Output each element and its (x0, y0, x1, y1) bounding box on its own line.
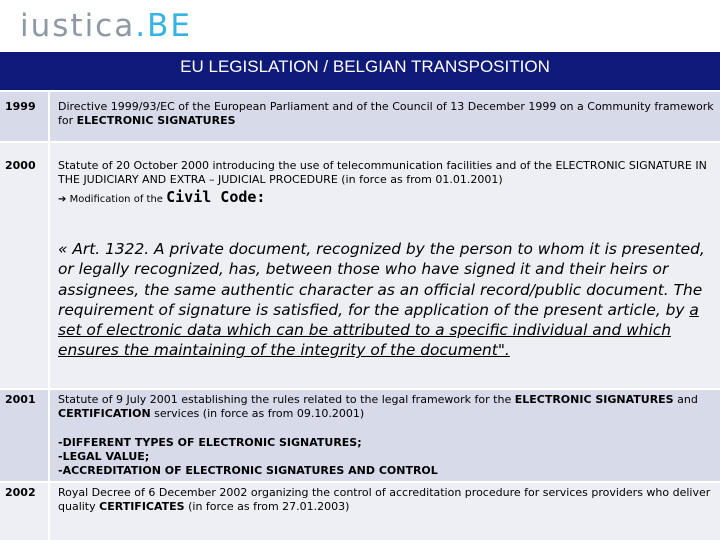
row-text-emphasis-2: CERTIFICATION (58, 407, 151, 420)
row-text-tail: (in force as from 27.01.2003) (184, 500, 350, 513)
row-2001 (0, 390, 720, 481)
logo-text-main: iustica (20, 8, 136, 44)
row-text (58, 486, 716, 514)
row-text: Statute of 20 October 2000 introducing the use of telecommunication facilities and of the ELECTRONIC SIGNATURE IN THE JUDICIARY AND EXTRA – JUDICIAL PROCEDURE (in force as from 01.01.2001) (58, 159, 707, 186)
list-item: -ACCREDITATION OF ELECTRONIC SIGNATURES AND CONTROL (58, 464, 438, 477)
row-text-emphasis: ELECTRONIC SIGNATURES (76, 114, 236, 127)
row-text-emphasis: ELECTRONIC SIGNATURES (514, 393, 674, 406)
row-1999 (0, 92, 720, 141)
modification-label: Modification of the (66, 194, 167, 205)
year-label: 1999 (5, 100, 36, 113)
row-text (58, 393, 716, 421)
article-quote (58, 239, 716, 361)
civil-code-label: Civil Code: (166, 188, 266, 206)
list-item: -DIFFERENT TYPES OF ELECTRONIC SIGNATURES; (58, 436, 362, 449)
year-cell (0, 92, 50, 141)
row-text (58, 100, 716, 128)
year-cell (0, 483, 50, 540)
year-cell (0, 143, 50, 388)
list-item: -LEGAL VALUE; (58, 450, 150, 463)
row-text-tail: services (in force as from 09.10.2001) (150, 407, 365, 420)
civil-code-line (58, 186, 265, 211)
row-text-main: Statute of 9 July 2001 establishing the rules related to the legal framework for the (58, 393, 515, 406)
year-cell (0, 390, 50, 481)
logo-text-domain: .BE (135, 8, 192, 44)
row-text-emphasis: CERTIFICATES (99, 500, 185, 513)
logo-bar (0, 0, 720, 52)
year-label: 2000 (5, 159, 36, 172)
title-bar (0, 52, 720, 90)
row-text-main: Royal Decree of 6 December 2002 organizing the control of accreditation procedure for services providers who deliver quality (58, 486, 711, 513)
page-title: EU LEGISLATION / BELGIAN TRANSPOSITION (180, 57, 550, 76)
iustica-logo (20, 6, 192, 46)
row-text-main: Directive 1999/93/EC of the European Parliament and of the Council of 13 December 1999 on a Community framework for (58, 100, 714, 127)
quote-main: « Art. 1322. A private document, recognized by the person to whom it is presented, or legally recognized, has, between those who have signed it and their heirs or assignees, the same authentic character as an official record/public document. The requirement of signature is satisfied, for the application of the present article, by (58, 240, 705, 319)
row-2002 (0, 483, 720, 540)
arrow-icon: ➔ (58, 194, 67, 205)
year-label: 2001 (5, 393, 36, 406)
quote-underlined: a set of electronic data which can be attributed to a specific individual and which ensures the maintaining of the integrity of the document". (58, 300, 699, 360)
row-2000 (0, 143, 720, 388)
year-label: 2002 (5, 486, 36, 499)
row-text-conjunction: and (673, 393, 698, 406)
